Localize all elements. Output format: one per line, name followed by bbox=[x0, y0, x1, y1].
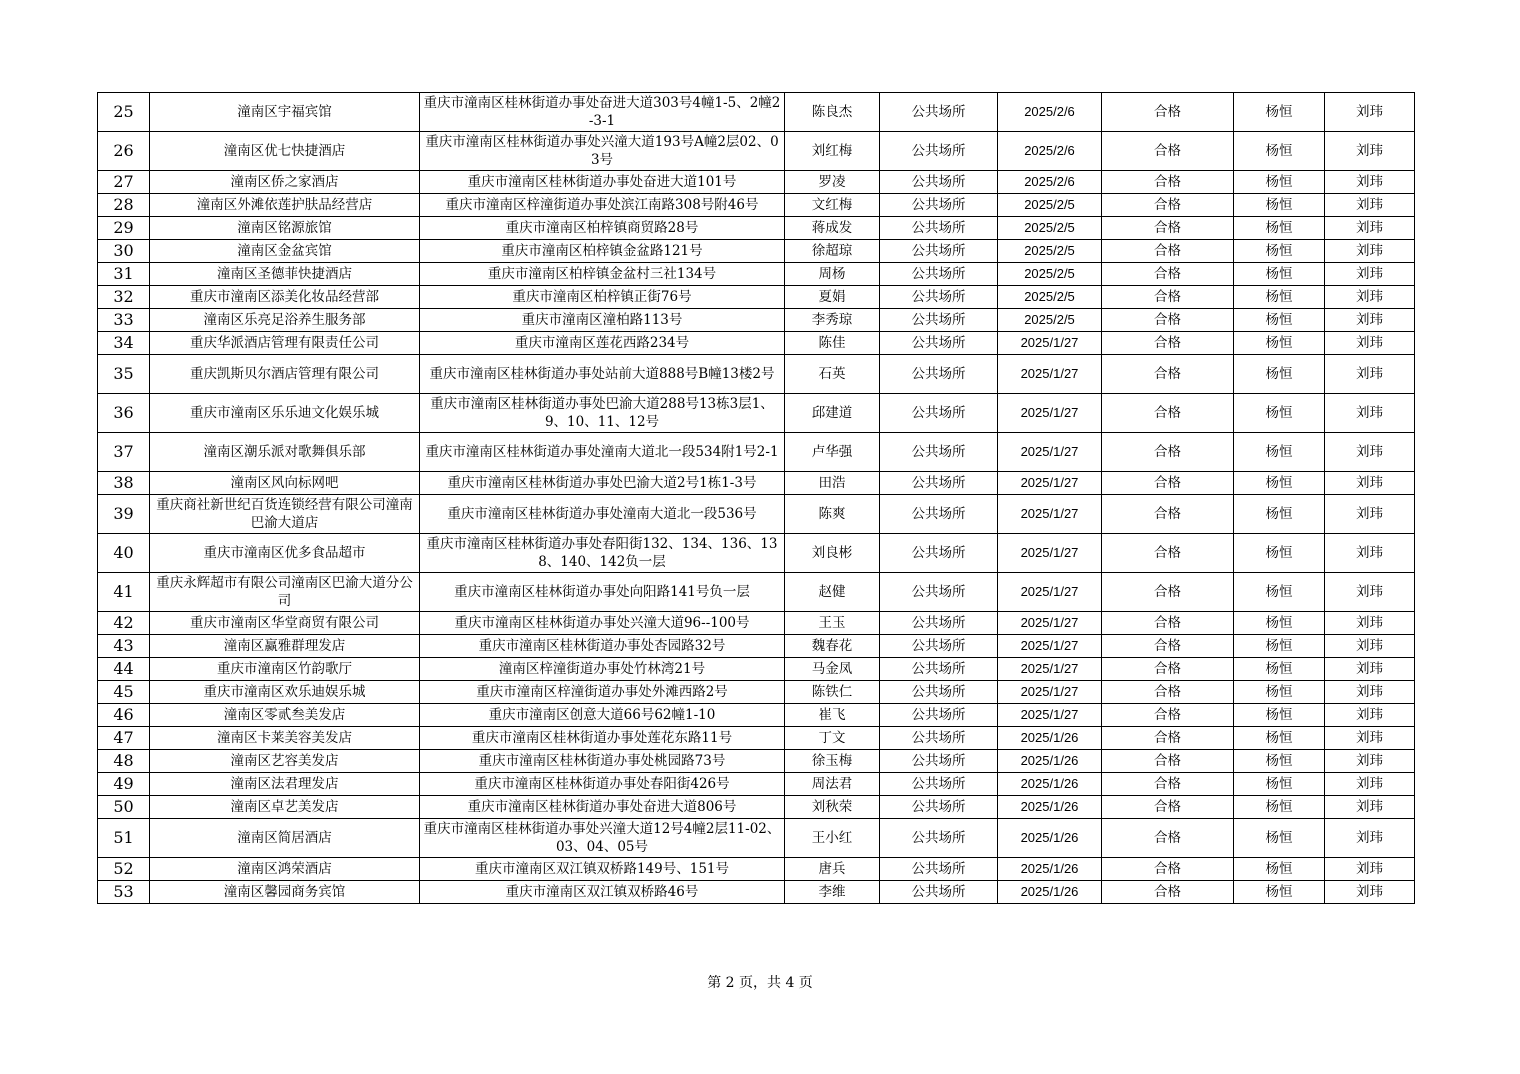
inspector-two-cell: 刘玮 bbox=[1325, 658, 1415, 681]
establishment-name-cell: 重庆市潼南区乐乐迪文化娱乐城 bbox=[150, 394, 420, 433]
table-row bbox=[98, 171, 1415, 194]
establishment-type-cell: 公共场所 bbox=[880, 796, 998, 819]
row-number-cell: 35 bbox=[98, 355, 150, 394]
table-row bbox=[98, 93, 1415, 132]
inspector-one-cell: 杨恒 bbox=[1234, 217, 1325, 240]
inspector-two-cell: 刘玮 bbox=[1325, 612, 1415, 635]
inspector-one-cell: 杨恒 bbox=[1234, 309, 1325, 332]
establishment-name-cell: 潼南区金盆宾馆 bbox=[150, 240, 420, 263]
table-row bbox=[98, 472, 1415, 495]
table-row bbox=[98, 217, 1415, 240]
inspector-two-cell: 刘玮 bbox=[1325, 727, 1415, 750]
inspector-two-cell: 刘玮 bbox=[1325, 93, 1415, 132]
inspection-result-cell: 合格 bbox=[1102, 355, 1234, 394]
row-number-cell: 53 bbox=[98, 881, 150, 904]
responsible-person-cell: 文红梅 bbox=[785, 194, 880, 217]
establishment-address-cell: 重庆市潼南区双江镇双桥路149号、151号 bbox=[420, 858, 785, 881]
inspector-one-cell: 杨恒 bbox=[1234, 750, 1325, 773]
row-number-cell: 25 bbox=[98, 93, 150, 132]
establishment-name-cell: 潼南区法君理发店 bbox=[150, 773, 420, 796]
establishment-name-cell: 重庆永辉超市有限公司潼南区巴渝大道分公司 bbox=[150, 573, 420, 612]
responsible-person-cell: 陈佳 bbox=[785, 332, 880, 355]
inspector-one-cell: 杨恒 bbox=[1234, 727, 1325, 750]
inspection-date-cell: 2025/2/6 bbox=[998, 93, 1102, 132]
inspector-two-cell: 刘玮 bbox=[1325, 217, 1415, 240]
inspector-two-cell: 刘玮 bbox=[1325, 472, 1415, 495]
row-number-cell: 31 bbox=[98, 263, 150, 286]
inspection-date-cell: 2025/1/27 bbox=[998, 573, 1102, 612]
inspector-two-cell: 刘玮 bbox=[1325, 332, 1415, 355]
inspection-result-cell: 合格 bbox=[1102, 819, 1234, 858]
row-number-cell: 33 bbox=[98, 309, 150, 332]
row-number-cell: 41 bbox=[98, 573, 150, 612]
inspector-one-cell: 杨恒 bbox=[1234, 433, 1325, 472]
inspector-two-cell: 刘玮 bbox=[1325, 495, 1415, 534]
establishment-name-cell: 潼南区潮乐派对歌舞俱乐部 bbox=[150, 433, 420, 472]
row-number-cell: 44 bbox=[98, 658, 150, 681]
inspector-one-cell: 杨恒 bbox=[1234, 355, 1325, 394]
table-row bbox=[98, 819, 1415, 858]
inspection-date-cell: 2025/2/5 bbox=[998, 286, 1102, 309]
inspection-date-cell: 2025/1/27 bbox=[998, 534, 1102, 573]
establishment-type-cell: 公共场所 bbox=[880, 573, 998, 612]
inspection-result-cell: 合格 bbox=[1102, 534, 1234, 573]
responsible-person-cell: 刘良彬 bbox=[785, 534, 880, 573]
inspector-one-cell: 杨恒 bbox=[1234, 881, 1325, 904]
establishment-address-cell: 重庆市潼南区桂林街道办事处奋进大道303号4幢1-5、2幢2-3-1 bbox=[420, 93, 785, 132]
inspector-two-cell: 刘玮 bbox=[1325, 681, 1415, 704]
table-row bbox=[98, 263, 1415, 286]
inspector-one-cell: 杨恒 bbox=[1234, 194, 1325, 217]
inspector-one-cell: 杨恒 bbox=[1234, 573, 1325, 612]
establishment-name-cell: 重庆市潼南区竹韵歌厅 bbox=[150, 658, 420, 681]
responsible-person-cell: 陈铁仁 bbox=[785, 681, 880, 704]
responsible-person-cell: 石英 bbox=[785, 355, 880, 394]
inspection-date-cell: 2025/2/5 bbox=[998, 240, 1102, 263]
establishment-type-cell: 公共场所 bbox=[880, 286, 998, 309]
establishment-address-cell: 重庆市潼南区柏梓镇正街76号 bbox=[420, 286, 785, 309]
responsible-person-cell: 唐兵 bbox=[785, 858, 880, 881]
responsible-person-cell: 田浩 bbox=[785, 472, 880, 495]
establishment-address-cell: 重庆市潼南区梓潼街道办事处滨江南路308号附46号 bbox=[420, 194, 785, 217]
responsible-person-cell: 李维 bbox=[785, 881, 880, 904]
inspector-two-cell: 刘玮 bbox=[1325, 286, 1415, 309]
inspection-date-cell: 2025/2/6 bbox=[998, 132, 1102, 171]
establishment-name-cell: 重庆华派酒店管理有限责任公司 bbox=[150, 332, 420, 355]
inspector-two-cell: 刘玮 bbox=[1325, 355, 1415, 394]
inspector-two-cell: 刘玮 bbox=[1325, 796, 1415, 819]
establishment-address-cell: 重庆市潼南区桂林街道办事处杏园路32号 bbox=[420, 635, 785, 658]
inspection-date-cell: 2025/1/27 bbox=[998, 355, 1102, 394]
inspection-result-cell: 合格 bbox=[1102, 240, 1234, 263]
inspection-date-cell: 2025/1/26 bbox=[998, 858, 1102, 881]
establishment-name-cell: 潼南区宇福宾馆 bbox=[150, 93, 420, 132]
establishment-name-cell: 潼南区优七快捷酒店 bbox=[150, 132, 420, 171]
establishment-type-cell: 公共场所 bbox=[880, 355, 998, 394]
table-row bbox=[98, 194, 1415, 217]
inspector-one-cell: 杨恒 bbox=[1234, 394, 1325, 433]
establishment-address-cell: 重庆市潼南区桂林街道办事处春阳街132、134、136、138、140、142负一层 bbox=[420, 534, 785, 573]
table-row bbox=[98, 612, 1415, 635]
inspector-two-cell: 刘玮 bbox=[1325, 635, 1415, 658]
row-number-cell: 43 bbox=[98, 635, 150, 658]
establishment-type-cell: 公共场所 bbox=[880, 93, 998, 132]
inspection-result-cell: 合格 bbox=[1102, 93, 1234, 132]
row-number-cell: 32 bbox=[98, 286, 150, 309]
establishment-name-cell: 重庆市潼南区欢乐迪娱乐城 bbox=[150, 681, 420, 704]
row-number-cell: 29 bbox=[98, 217, 150, 240]
table-row bbox=[98, 286, 1415, 309]
establishment-type-cell: 公共场所 bbox=[880, 394, 998, 433]
row-number-cell: 38 bbox=[98, 472, 150, 495]
inspector-one-cell: 杨恒 bbox=[1234, 704, 1325, 727]
inspection-date-cell: 2025/2/5 bbox=[998, 194, 1102, 217]
establishment-address-cell: 重庆市潼南区桂林街道办事处站前大道888号B幢13楼2号 bbox=[420, 355, 785, 394]
inspector-one-cell: 杨恒 bbox=[1234, 286, 1325, 309]
table-row bbox=[98, 773, 1415, 796]
table-row bbox=[98, 858, 1415, 881]
inspection-date-cell: 2025/1/26 bbox=[998, 773, 1102, 796]
establishment-name-cell: 潼南区简居酒店 bbox=[150, 819, 420, 858]
inspection-result-cell: 合格 bbox=[1102, 433, 1234, 472]
inspection-date-cell: 2025/1/27 bbox=[998, 658, 1102, 681]
inspector-two-cell: 刘玮 bbox=[1325, 573, 1415, 612]
establishment-address-cell: 重庆市潼南区桂林街道办事处潼南大道北一段534附1号2-1 bbox=[420, 433, 785, 472]
establishment-type-cell: 公共场所 bbox=[880, 194, 998, 217]
table-body bbox=[98, 93, 1415, 904]
responsible-person-cell: 崔飞 bbox=[785, 704, 880, 727]
row-number-cell: 52 bbox=[98, 858, 150, 881]
establishment-type-cell: 公共场所 bbox=[880, 309, 998, 332]
inspection-result-cell: 合格 bbox=[1102, 750, 1234, 773]
establishment-address-cell: 重庆市潼南区桂林街道办事处奋进大道806号 bbox=[420, 796, 785, 819]
establishment-type-cell: 公共场所 bbox=[880, 132, 998, 171]
establishment-name-cell: 潼南区艺容美发店 bbox=[150, 750, 420, 773]
responsible-person-cell: 马金凤 bbox=[785, 658, 880, 681]
responsible-person-cell: 刘秋荣 bbox=[785, 796, 880, 819]
inspection-result-cell: 合格 bbox=[1102, 796, 1234, 819]
establishment-name-cell: 潼南区侨之家酒店 bbox=[150, 171, 420, 194]
row-number-cell: 48 bbox=[98, 750, 150, 773]
establishment-type-cell: 公共场所 bbox=[880, 635, 998, 658]
responsible-person-cell: 赵健 bbox=[785, 573, 880, 612]
establishment-name-cell: 潼南区零贰叁美发店 bbox=[150, 704, 420, 727]
table-row bbox=[98, 240, 1415, 263]
establishment-name-cell: 潼南区卡莱美容美发店 bbox=[150, 727, 420, 750]
establishment-type-cell: 公共场所 bbox=[880, 332, 998, 355]
inspection-result-cell: 合格 bbox=[1102, 681, 1234, 704]
establishment-name-cell: 潼南区鸿荣酒店 bbox=[150, 858, 420, 881]
inspection-result-cell: 合格 bbox=[1102, 132, 1234, 171]
inspection-date-cell: 2025/1/26 bbox=[998, 796, 1102, 819]
establishment-address-cell: 重庆市潼南区梓潼街道办事处外滩西路2号 bbox=[420, 681, 785, 704]
inspection-date-cell: 2025/1/27 bbox=[998, 472, 1102, 495]
table-row bbox=[98, 658, 1415, 681]
inspection-date-cell: 2025/2/5 bbox=[998, 217, 1102, 240]
inspection-result-cell: 合格 bbox=[1102, 394, 1234, 433]
responsible-person-cell: 王小红 bbox=[785, 819, 880, 858]
inspector-two-cell: 刘玮 bbox=[1325, 132, 1415, 171]
responsible-person-cell: 卢华强 bbox=[785, 433, 880, 472]
establishment-name-cell: 潼南区乐亮足浴养生服务部 bbox=[150, 309, 420, 332]
inspector-two-cell: 刘玮 bbox=[1325, 534, 1415, 573]
inspector-two-cell: 刘玮 bbox=[1325, 194, 1415, 217]
inspector-one-cell: 杨恒 bbox=[1234, 132, 1325, 171]
table-row bbox=[98, 534, 1415, 573]
establishment-address-cell: 重庆市潼南区桂林街道办事处奋进大道101号 bbox=[420, 171, 785, 194]
inspection-date-cell: 2025/1/27 bbox=[998, 635, 1102, 658]
inspection-date-cell: 2025/1/27 bbox=[998, 495, 1102, 534]
establishment-address-cell: 潼南区梓潼街道办事处竹林湾21号 bbox=[420, 658, 785, 681]
row-number-cell: 37 bbox=[98, 433, 150, 472]
inspection-date-cell: 2025/1/26 bbox=[998, 727, 1102, 750]
inspection-result-cell: 合格 bbox=[1102, 573, 1234, 612]
inspector-two-cell: 刘玮 bbox=[1325, 171, 1415, 194]
establishment-type-cell: 公共场所 bbox=[880, 704, 998, 727]
table-row bbox=[98, 727, 1415, 750]
establishment-name-cell: 重庆凯斯贝尔酒店管理有限公司 bbox=[150, 355, 420, 394]
responsible-person-cell: 周法君 bbox=[785, 773, 880, 796]
establishment-type-cell: 公共场所 bbox=[880, 681, 998, 704]
establishment-type-cell: 公共场所 bbox=[880, 819, 998, 858]
establishment-name-cell: 潼南区铭源旅馆 bbox=[150, 217, 420, 240]
responsible-person-cell: 邱建道 bbox=[785, 394, 880, 433]
row-number-cell: 46 bbox=[98, 704, 150, 727]
responsible-person-cell: 罗凌 bbox=[785, 171, 880, 194]
inspector-two-cell: 刘玮 bbox=[1325, 858, 1415, 881]
establishment-name-cell: 重庆商社新世纪百货连锁经营有限公司潼南巴渝大道店 bbox=[150, 495, 420, 534]
table-row bbox=[98, 681, 1415, 704]
inspection-date-cell: 2025/1/27 bbox=[998, 433, 1102, 472]
inspection-date-cell: 2025/1/26 bbox=[998, 881, 1102, 904]
establishment-address-cell: 重庆市潼南区桂林街道办事处桃园路73号 bbox=[420, 750, 785, 773]
establishment-type-cell: 公共场所 bbox=[880, 217, 998, 240]
inspector-one-cell: 杨恒 bbox=[1234, 612, 1325, 635]
establishment-address-cell: 重庆市潼南区桂林街道办事处巴渝大道2号1栋1-3号 bbox=[420, 472, 785, 495]
row-number-cell: 49 bbox=[98, 773, 150, 796]
responsible-person-cell: 徐玉梅 bbox=[785, 750, 880, 773]
establishment-address-cell: 重庆市潼南区柏梓镇金盆路121号 bbox=[420, 240, 785, 263]
inspector-one-cell: 杨恒 bbox=[1234, 796, 1325, 819]
establishment-name-cell: 潼南区馨园商务宾馆 bbox=[150, 881, 420, 904]
responsible-person-cell: 蒋成发 bbox=[785, 217, 880, 240]
inspection-date-cell: 2025/1/27 bbox=[998, 612, 1102, 635]
responsible-person-cell: 李秀琼 bbox=[785, 309, 880, 332]
establishment-type-cell: 公共场所 bbox=[880, 881, 998, 904]
responsible-person-cell: 夏娟 bbox=[785, 286, 880, 309]
establishment-name-cell: 潼南区圣德菲快捷酒店 bbox=[150, 263, 420, 286]
inspection-result-cell: 合格 bbox=[1102, 704, 1234, 727]
inspector-one-cell: 杨恒 bbox=[1234, 658, 1325, 681]
inspection-result-cell: 合格 bbox=[1102, 263, 1234, 286]
row-number-cell: 40 bbox=[98, 534, 150, 573]
inspector-one-cell: 杨恒 bbox=[1234, 263, 1325, 286]
row-number-cell: 28 bbox=[98, 194, 150, 217]
row-number-cell: 42 bbox=[98, 612, 150, 635]
establishment-name-cell: 潼南区风向标网吧 bbox=[150, 472, 420, 495]
responsible-person-cell: 陈爽 bbox=[785, 495, 880, 534]
inspector-two-cell: 刘玮 bbox=[1325, 819, 1415, 858]
establishment-type-cell: 公共场所 bbox=[880, 534, 998, 573]
establishment-type-cell: 公共场所 bbox=[880, 433, 998, 472]
inspection-result-cell: 合格 bbox=[1102, 472, 1234, 495]
establishment-address-cell: 重庆市潼南区桂林街道办事处春阳街426号 bbox=[420, 773, 785, 796]
establishment-type-cell: 公共场所 bbox=[880, 773, 998, 796]
inspection-result-cell: 合格 bbox=[1102, 773, 1234, 796]
establishment-address-cell: 重庆市潼南区莲花西路234号 bbox=[420, 332, 785, 355]
establishment-name-cell: 重庆市潼南区优多食品超市 bbox=[150, 534, 420, 573]
inspection-date-cell: 2025/1/27 bbox=[998, 332, 1102, 355]
establishment-type-cell: 公共场所 bbox=[880, 658, 998, 681]
inspection-result-cell: 合格 bbox=[1102, 612, 1234, 635]
table-row bbox=[98, 750, 1415, 773]
establishment-type-cell: 公共场所 bbox=[880, 240, 998, 263]
table-row bbox=[98, 433, 1415, 472]
establishment-address-cell: 重庆市潼南区桂林街道办事处兴潼大道193号A幢2层02、03号 bbox=[420, 132, 785, 171]
table-row bbox=[98, 394, 1415, 433]
inspector-one-cell: 杨恒 bbox=[1234, 819, 1325, 858]
establishment-type-cell: 公共场所 bbox=[880, 263, 998, 286]
row-number-cell: 39 bbox=[98, 495, 150, 534]
row-number-cell: 45 bbox=[98, 681, 150, 704]
table-row bbox=[98, 332, 1415, 355]
responsible-person-cell: 陈良杰 bbox=[785, 93, 880, 132]
inspection-result-cell: 合格 bbox=[1102, 194, 1234, 217]
establishment-address-cell: 重庆市潼南区桂林街道办事处兴潼大道12号4幢2层11-02、03、04、05号 bbox=[420, 819, 785, 858]
establishment-address-cell: 重庆市潼南区桂林街道办事处潼南大道北一段536号 bbox=[420, 495, 785, 534]
establishment-name-cell: 重庆市潼南区华堂商贸有限公司 bbox=[150, 612, 420, 635]
responsible-person-cell: 王玉 bbox=[785, 612, 880, 635]
inspector-one-cell: 杨恒 bbox=[1234, 472, 1325, 495]
inspection-date-cell: 2025/2/6 bbox=[998, 171, 1102, 194]
responsible-person-cell: 魏春花 bbox=[785, 635, 880, 658]
establishment-type-cell: 公共场所 bbox=[880, 727, 998, 750]
inspector-two-cell: 刘玮 bbox=[1325, 394, 1415, 433]
table-row bbox=[98, 355, 1415, 394]
establishment-address-cell: 重庆市潼南区桂林街道办事处向阳路141号负一层 bbox=[420, 573, 785, 612]
establishment-name-cell: 潼南区卓艺美发店 bbox=[150, 796, 420, 819]
table-row bbox=[98, 132, 1415, 171]
inspector-one-cell: 杨恒 bbox=[1234, 171, 1325, 194]
inspector-one-cell: 杨恒 bbox=[1234, 332, 1325, 355]
inspector-two-cell: 刘玮 bbox=[1325, 240, 1415, 263]
table-row bbox=[98, 309, 1415, 332]
inspection-date-cell: 2025/2/5 bbox=[998, 263, 1102, 286]
establishment-address-cell: 重庆市潼南区柏梓镇金盆村三社134号 bbox=[420, 263, 785, 286]
responsible-person-cell: 丁文 bbox=[785, 727, 880, 750]
inspector-one-cell: 杨恒 bbox=[1234, 240, 1325, 263]
establishment-name-cell: 潼南区外滩依莲护肤品经营店 bbox=[150, 194, 420, 217]
page-footer: 第 2 页，共 4 页 bbox=[707, 975, 813, 991]
inspection-table bbox=[97, 92, 1415, 904]
inspection-date-cell: 2025/2/5 bbox=[998, 309, 1102, 332]
establishment-type-cell: 公共场所 bbox=[880, 495, 998, 534]
establishment-address-cell: 重庆市潼南区潼柏路113号 bbox=[420, 309, 785, 332]
establishment-address-cell: 重庆市潼南区桂林街道办事处兴潼大道96--100号 bbox=[420, 612, 785, 635]
inspector-one-cell: 杨恒 bbox=[1234, 773, 1325, 796]
inspection-date-cell: 2025/1/27 bbox=[998, 681, 1102, 704]
establishment-name-cell: 潼南区赢雅群理发店 bbox=[150, 635, 420, 658]
establishment-type-cell: 公共场所 bbox=[880, 612, 998, 635]
row-number-cell: 51 bbox=[98, 819, 150, 858]
row-number-cell: 47 bbox=[98, 727, 150, 750]
inspection-result-cell: 合格 bbox=[1102, 309, 1234, 332]
establishment-address-cell: 重庆市潼南区桂林街道办事处莲花东路11号 bbox=[420, 727, 785, 750]
responsible-person-cell: 刘红梅 bbox=[785, 132, 880, 171]
establishment-type-cell: 公共场所 bbox=[880, 750, 998, 773]
establishment-address-cell: 重庆市潼南区创意大道66号62幢1-10 bbox=[420, 704, 785, 727]
inspection-date-cell: 2025/1/26 bbox=[998, 819, 1102, 858]
inspection-date-cell: 2025/1/26 bbox=[998, 750, 1102, 773]
inspection-result-cell: 合格 bbox=[1102, 332, 1234, 355]
table-row bbox=[98, 796, 1415, 819]
row-number-cell: 30 bbox=[98, 240, 150, 263]
inspector-one-cell: 杨恒 bbox=[1234, 93, 1325, 132]
row-number-cell: 50 bbox=[98, 796, 150, 819]
establishment-type-cell: 公共场所 bbox=[880, 472, 998, 495]
inspection-result-cell: 合格 bbox=[1102, 495, 1234, 534]
inspector-two-cell: 刘玮 bbox=[1325, 309, 1415, 332]
establishment-address-cell: 重庆市潼南区桂林街道办事处巴渝大道288号13栋3层1、9、10、11、12号 bbox=[420, 394, 785, 433]
row-number-cell: 34 bbox=[98, 332, 150, 355]
row-number-cell: 26 bbox=[98, 132, 150, 171]
inspector-one-cell: 杨恒 bbox=[1234, 681, 1325, 704]
establishment-name-cell: 重庆市潼南区添美化妆品经营部 bbox=[150, 286, 420, 309]
inspection-date-cell: 2025/1/27 bbox=[998, 704, 1102, 727]
inspector-two-cell: 刘玮 bbox=[1325, 433, 1415, 472]
inspector-two-cell: 刘玮 bbox=[1325, 704, 1415, 727]
establishment-address-cell: 重庆市潼南区柏梓镇商贸路28号 bbox=[420, 217, 785, 240]
inspection-result-cell: 合格 bbox=[1102, 858, 1234, 881]
inspection-result-cell: 合格 bbox=[1102, 727, 1234, 750]
inspector-one-cell: 杨恒 bbox=[1234, 635, 1325, 658]
table-row bbox=[98, 704, 1415, 727]
table-row bbox=[98, 881, 1415, 904]
inspection-result-cell: 合格 bbox=[1102, 171, 1234, 194]
row-number-cell: 27 bbox=[98, 171, 150, 194]
inspector-two-cell: 刘玮 bbox=[1325, 881, 1415, 904]
inspector-two-cell: 刘玮 bbox=[1325, 263, 1415, 286]
table-row bbox=[98, 635, 1415, 658]
inspector-one-cell: 杨恒 bbox=[1234, 534, 1325, 573]
establishment-type-cell: 公共场所 bbox=[880, 858, 998, 881]
inspector-two-cell: 刘玮 bbox=[1325, 773, 1415, 796]
inspection-date-cell: 2025/1/27 bbox=[998, 394, 1102, 433]
inspection-result-cell: 合格 bbox=[1102, 881, 1234, 904]
table-row bbox=[98, 495, 1415, 534]
inspection-result-cell: 合格 bbox=[1102, 635, 1234, 658]
inspector-one-cell: 杨恒 bbox=[1234, 495, 1325, 534]
row-number-cell: 36 bbox=[98, 394, 150, 433]
inspector-two-cell: 刘玮 bbox=[1325, 750, 1415, 773]
inspection-result-cell: 合格 bbox=[1102, 658, 1234, 681]
inspection-result-cell: 合格 bbox=[1102, 217, 1234, 240]
inspection-result-cell: 合格 bbox=[1102, 286, 1234, 309]
table-row bbox=[98, 573, 1415, 612]
establishment-address-cell: 重庆市潼南区双江镇双桥路46号 bbox=[420, 881, 785, 904]
establishment-type-cell: 公共场所 bbox=[880, 171, 998, 194]
responsible-person-cell: 周杨 bbox=[785, 263, 880, 286]
inspector-one-cell: 杨恒 bbox=[1234, 858, 1325, 881]
responsible-person-cell: 徐超琼 bbox=[785, 240, 880, 263]
